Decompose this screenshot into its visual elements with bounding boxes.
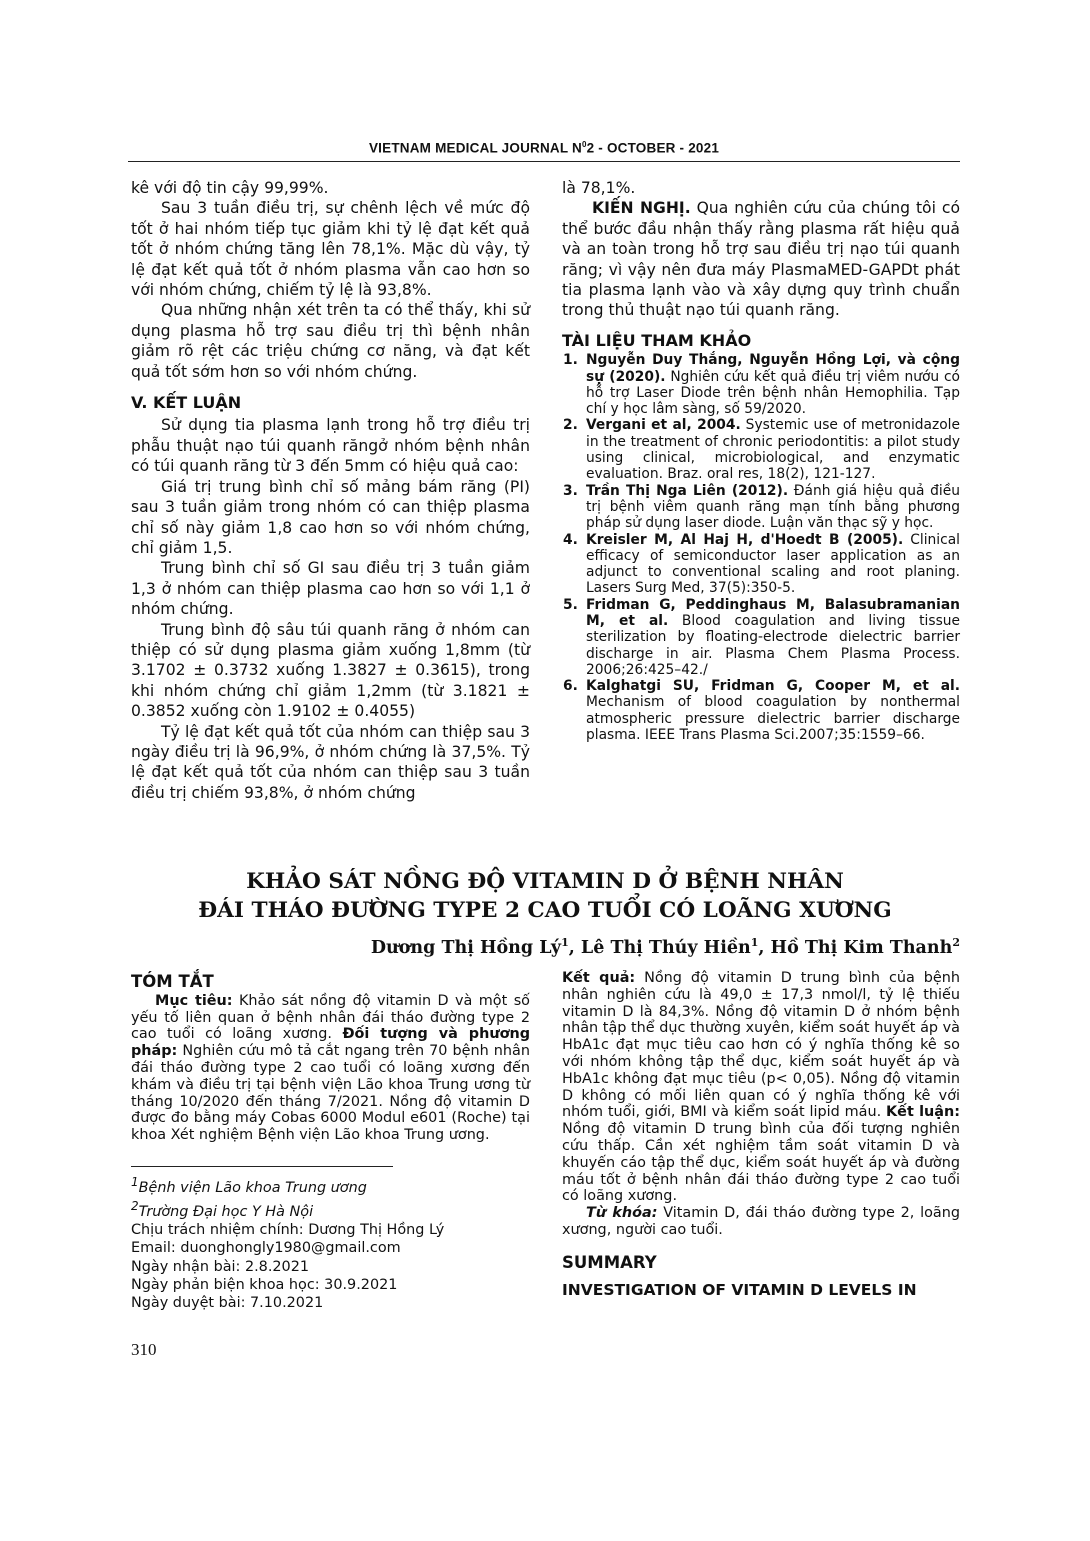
accepted-date: Ngày duyệt bài: 7.10.2021: [131, 1295, 324, 1312]
author-list: Dương Thị Hồng $Lý^1$, Lê Thị Thúy Hiền$^1$, Hồ Thị Kim Thanh$^2$: [370, 936, 960, 958]
abstract-right-column: [562, 970, 960, 1298]
section-heading-conclusion: V. KẾT LUẬN: [131, 393, 242, 413]
reference-item: 6. Kalghatgi SU, Fridman G, Cooper M, et al. Mechanism of blood coagulation by nonthermal atmospheric pressure dielectric barrier discharge plasma. IEEE Trans Plasma Sci.2007;35:1559–66.: [563, 678, 960, 744]
reference-item: 1. Nguyễn Duy Thắng, Nguyễn Hồng Lợi, và cộng sự (2020). Nghiên cứu kết quả điều trị viêm nướu có hỗ trợ Laser Diode trên bệnh nhân Hemophilia. Tạp chí y học lâm sàng, số 59/2020.: [563, 352, 960, 418]
paragraph: là 78,1%.: [562, 179, 636, 197]
paragraph: Sử dụng tia plasma lạnh trong hỗ trợ điều trị phẫu thuật nạo túi quanh răngở nhóm bệnh nhân có túi quanh răng từ 3 đến 5mm có hiệu quả cao:: [131, 416, 530, 476]
paragraph: Qua những nhận xét trên ta có thể thấy, khi sử dụng plasma hỗ trợ sau điều trị thì bệnh nhân giảm rõ rệt các triệu chứng cơ năng, và đạt kết quả tốt sớm hơn so với nhóm chứng.: [131, 301, 530, 381]
reference-item: 3. Trần Thị Nga Liên (2012). Đánh giá hiệu quả điều trị bệnh viêm quanh răng mạn tính bằng phương pháp sử dụng laser diode. Luận văn thạc sỹ y học.: [563, 482, 960, 532]
paragraph: kê với độ tin cậy 99,99%.: [131, 179, 329, 197]
summary-heading: SUMMARY: [562, 1252, 657, 1272]
summary-title: INVESTIGATION OF VITAMIN D LEVELS IN: [562, 1280, 917, 1299]
journal-header: VIETNAM MEDICAL JOURNAL $N^02$ - OCTOBER - 2021: [128, 140, 960, 162]
received-date: Ngày nhận bài: 2.8.2021: [131, 1258, 310, 1275]
reviewed-date: Ngày phản biện khoa học: 30.9.2021: [131, 1277, 398, 1294]
references-heading: TÀI LIỆU THAM KHẢO: [562, 330, 752, 350]
footnotes: [131, 1173, 530, 1313]
right-column: [562, 178, 960, 743]
abstract-heading: TÓM TẮT: [131, 972, 214, 991]
affiliation-1: $^1$Bệnh viện Lão khoa Trung ương: [131, 1174, 367, 1196]
recommendation-label: KIẾN NGHỊ.: [592, 199, 691, 218]
author-name: Lê Thị Thúy Hiền: [580, 937, 751, 958]
paragraph: Sau 3 tuần điều trị, sự chênh lệch về mức độ tốt ở hai nhóm tiếp tục giảm khi tỷ lệ đạt kết quả tốt ở nhóm chứng tăng lên 78,1%. Mặc dù vậy, tỷ lệ đạt kết quả tốt ở nhóm plasma vẫn cao hơn so với nhóm chứng, chiếm tỷ lệ là 93,8%.: [131, 199, 530, 300]
reference-item: 2. Vergani et al, 2004. Systemic use of metronidazole in the treatment of chronic periodontitis: a pilot study using clinical, microbiological, and enzymatic evaluation. Braz. oral res, 18(2), 121-127.: [563, 417, 961, 483]
reference-item: 4. Kreisler M, Al Haj H, d'Hoedt B (2005). Clinical efficacy of semiconductor laser application as an adjunct to conventional scaling and root planing. Lasers Surg Med, 37(5):350-5.: [563, 531, 960, 597]
keywords: Từ khóa: Vitamin D, đái tháo đường type 2, loãng xương, người cao tuổi.: [562, 1205, 960, 1238]
left-column: [131, 178, 530, 803]
corresponding-author: Chịu trách nhiệm chính: Dương Thị Hồng Lý: [131, 1222, 445, 1239]
paragraph: Trung bình chỉ số GI sau điều trị 3 tuần giảm 1,3 ở nhóm can thiệp plasma cao hơn so với 1,1 ở nhóm chứng.: [131, 559, 530, 619]
abstract-paragraph: Kết quả: Nồng độ vitamin D trung bình của bệnh nhân nghiên cứu là 49,0 ± 17,3 nmol/l, tỷ lệ thiếu vitamin D là 84,3%. Nồng độ vitamin D ở nhóm bệnh nhân tập thể dục thường xuyên, kiểm soát huyết áp và HbA1c đạt mục tiêu cao hơn có ý nghĩa thống kê so với nhóm không tập thể dục, kiểm soát huyết áp và HbA1c không đạt mục tiêu (p< 0,05). Nồng độ vitamin D không có mối liên quan có ý nghĩa thống kê với nhóm tuổi, giới, BMI và kiểm soát lipid máu. Kết luận: Nồng độ vitamin D trung bình của đối tượng nghiên cứu thấp. Cần xét nghiệm tầm soát vitamin D và khuyến cáo tập thể dục, kiểm soát huyết áp và đường máu tốt ở bệnh nhân đái tháo đường type 2 cao tuổi có loãng xương.: [562, 970, 960, 1205]
paragraph: Giá trị trung bình chỉ số mảng bám răng (PI) sau 3 tuần giảm trong nhóm có can thiệp plasma chỉ số này giảm 1,8 cao hơn so với nhóm chứng, chỉ giảm 1,5.: [131, 477, 530, 557]
paragraph: Trung bình độ sâu túi quanh răng ở nhóm can thiệp có sử dụng plasma giảm xuống 1,8mm (từ 3.1702 ± 0.3732 xuống 1.3827 ± 0.3615), trong khi nhóm chứng chỉ giảm 1,2mm (từ 3.1821 ± 0.3852 xuống còn 1.9102 ± 0.4055): [131, 620, 530, 721]
reference-item: 5. Fridman G, Peddinghaus M, Balasubramanian M, et al. Blood coagulation and living tissue sterilization by floating-electrode dielectric barrier discharge in air. Plasma Chem Plasma Process. 2006;26:425–42./: [563, 596, 960, 678]
page-number: 310: [131, 1340, 157, 1359]
article-title: KHẢO SÁT NỒNG ĐỘ VITAMIN D Ở BỆNH NHÂN ĐÁI THÁO ĐƯỜNG TYPE 2 CAO TUỔI CÓ LOÃNG XƯƠNG: [198, 869, 892, 923]
paragraph: Tỷ lệ đạt kết quả tốt của nhóm can thiệp sau 3 ngày điều trị là 96,9%, ở nhóm chứng là 37,5%. Tỷ lệ đạt kết quả tốt của nhóm can thiệp sau 3 tuần điều trị chiếm 93,8%, ở nhóm chứng: [131, 722, 530, 802]
affiliation-2: $^2$Trường Đại học Y Hà Nội: [131, 1199, 314, 1220]
email: Email: duonghongly1980@gmail.com: [131, 1240, 401, 1257]
recommendation-paragraph: KIẾN NGHỊ. Qua nghiên cứu của chúng tôi có thể bước đầu nhận thấy rằng plasma rất hiệu quả và an toàn trong hỗ trợ sau điều trị nạo túi quanh răng; vì vậy nên đưa máy PlasmaMED-GAPDt phát tia plasma lạnh vào và xây dựng quy trình chuẩn trong thủ thuật nạo túi quanh răng.: [562, 199, 960, 320]
references-list: [562, 352, 960, 743]
abstract-paragraph: Mục tiêu: Khảo sát nồng độ vitamin D và một số yếu tố liên quan ở bệnh nhân đái tháo đường type 2 cao tuổi có loãng xương. Đối tượng và phương pháp: Nghiên cứu mô tả cắt ngang trên 70 bệnh nhân đái tháo đường type 2 cao tuổi có loãng xương đến khám và điều trị tại bệnh viện Lão khoa Trung ương từ tháng 10/2020 đến tháng 7/2021. Nồng độ vitamin D được đo bằng máy Cobas 6000 Modul e601 (Roche) tại khoa Xét nghiệm Bệnh viện Lão khoa Trung ương.: [131, 992, 530, 1144]
author-name: Hồ Thị Kim Thanh: [770, 937, 953, 958]
abstract-left-column: [131, 974, 530, 1313]
footnote-divider: [131, 1166, 393, 1167]
author-name: Dương Thị Hồng Lý: [370, 937, 562, 958]
